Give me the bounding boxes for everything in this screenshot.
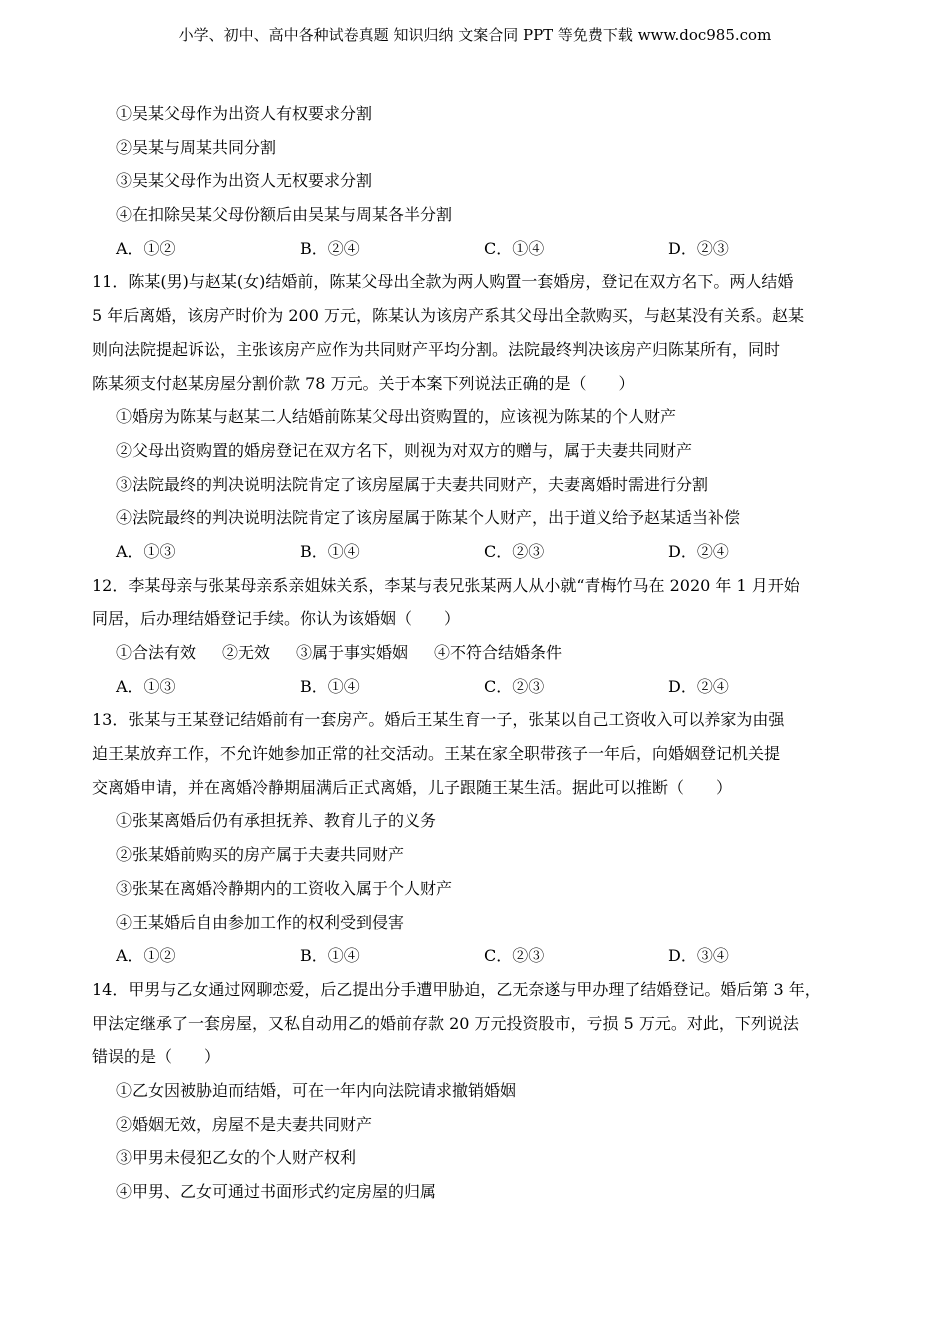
q13-option-2: ②张某婚前购买的房产属于夫妻共同财产 [116,845,405,865]
q11-stem-line: 5 年后离婚，该房产时价为 200 万元，陈某认为该房产系其父母出全款购买，与赵某没有关系。赵某 [92,306,804,326]
q11-answer-a: A．①③ [116,541,176,561]
q12-stem-line: 同居，后办理结婚登记手续。你认为该婚姻（ ） [92,609,461,629]
q13-stem-line: 交离婚申请，并在离婚冷静期届满后正式离婚，儿子跟随王某生活。据此可以推断（ ） [92,777,733,797]
q10-option-2: ②吴某与周某共同分割 [116,137,277,157]
q14-option-4: ④甲男、乙女可通过书面形式约定房屋的归属 [116,1182,437,1201]
q13-answers [92,939,862,973]
q10-answer-b: B．②④ [300,238,360,258]
q10-option-1: ①吴某父母作为出资人有权要求分割 [116,104,373,123]
q13-answer-c: C．②③ [484,946,545,966]
q11-stem-line: 陈某须支付赵某房屋分割价款 78 万元。关于本案下列说法正确的是（ ） [92,373,635,393]
q12-option-1: ①合法有效 [116,643,197,662]
q10-option-4: ④在扣除吴某父母份额后由吴某与周某各半分割 [116,205,453,225]
q11-answer-b: B．①④ [300,541,360,561]
q11-stem-line: 则向法院提起诉讼，主张该房产应作为共同财产平均分割。法院最终判决该房产归陈某所有，同时 [92,339,781,359]
q14-stem-line: 甲法定继承了一套房屋，又私自动用乙的婚前存款 20 万元投资股市，亏损 5 万元。对此，下列说法 [92,1013,799,1033]
question-14 [92,973,862,1209]
q13-answer-b: B．①④ [300,946,360,966]
q12-option-3: ③属于事实婚姻 [296,643,409,662]
q13-option-4: ④王某婚后自由参加工作的权利受到侵害 [116,912,405,932]
q14-stem-line: 14．甲男与乙女通过网聊恋爱，后乙提出分手遭甲胁迫，乙无奈遂与甲办理了结婚登记。婚后第 3 年， [92,979,821,999]
q13-option-1: ①张某离婚后仍有承担抚养、教育儿子的义务 [116,811,437,831]
q12-answer-c: C．②③ [484,676,545,696]
q11-option-4: ④法院最终的判决说明法院肯定了该房屋属于陈某个人财产，出于道义给予赵某适当补偿 [116,508,741,528]
q13-answer-d: D．③④ [668,946,729,966]
q14-option-1: ①乙女因被胁迫而结婚，可在一年内向法院请求撤销婚姻 [116,1080,517,1100]
question-12 [92,569,862,704]
q12-answer-d: D．②④ [668,676,729,696]
q11-option-1: ①婚房为陈某与赵某二人结婚前陈某父母出资购置的，应该视为陈某的个人财产 [116,407,677,427]
q10-answers [92,232,862,266]
q14-option-3: ③甲男未侵犯乙女的个人财产权利 [116,1148,357,1168]
q10-answer-d: D．②③ [668,238,729,258]
q11-stem-line: 11．陈某(男)与赵某(女)结婚前，陈某父母出全款为两人购置一套婚房，登记在双方名下。两人结婚 [92,272,794,292]
q12-answer-a: A．①③ [116,676,176,696]
q13-answer-a: A．①② [116,946,176,966]
q13-stem-line: 迫王某放弃工作，不允许她参加正常的社交活动。王某在家全职带孩子一年后，向婚姻登记机关提 [92,744,781,764]
q12-options [92,636,862,670]
q10-answer-c: C．①④ [484,238,545,258]
question-11 [92,265,862,568]
q12-answer-b: B．①④ [300,676,360,696]
q12-answers [92,670,862,704]
q11-option-3: ③法院最终的判决说明法院肯定了该房屋属于夫妻共同财产，夫妻离婚时需进行分割 [116,474,709,494]
question-10 [92,97,862,265]
q11-answer-c: C．②③ [484,541,545,561]
q11-answers [92,535,862,569]
exam-content [92,97,862,1209]
q10-option-3: ③吴某父母作为出资人无权要求分割 [116,171,373,191]
q11-option-2: ②父母出资购置的婚房登记在双方名下，则视为对双方的赠与，属于夫妻共同财产 [116,440,693,460]
page-header: 小学、初中、高中各种试卷真题 知识归纳 文案合同 PPT 等免费下载 www.doc985.com [178,26,772,44]
q13-option-3: ③张某在离婚冷静期内的工资收入属于个人财产 [116,878,453,898]
q14-option-2: ②婚姻无效，房屋不是夫妻共同财产 [116,1114,373,1134]
q12-stem-line: 12．李某母亲与张某母亲系亲姐妹关系，李某与表兄张某两人从小就“青梅竹马在 2020 年 1 月开始 [92,575,800,595]
q10-answer-a: A．①② [116,238,176,258]
question-13 [92,703,862,973]
q13-stem-line: 13．张某与王某登记结婚前有一套房产。婚后王某生育一子，张某以自己工资收入可以养家为由强 [92,710,785,730]
q11-answer-d: D．②④ [668,541,729,561]
q12-option-2: ②无效 [222,643,271,662]
q12-option-4: ④不符合结婚条件 [434,643,563,662]
q14-stem-line: 错误的是（ ） [92,1047,221,1067]
